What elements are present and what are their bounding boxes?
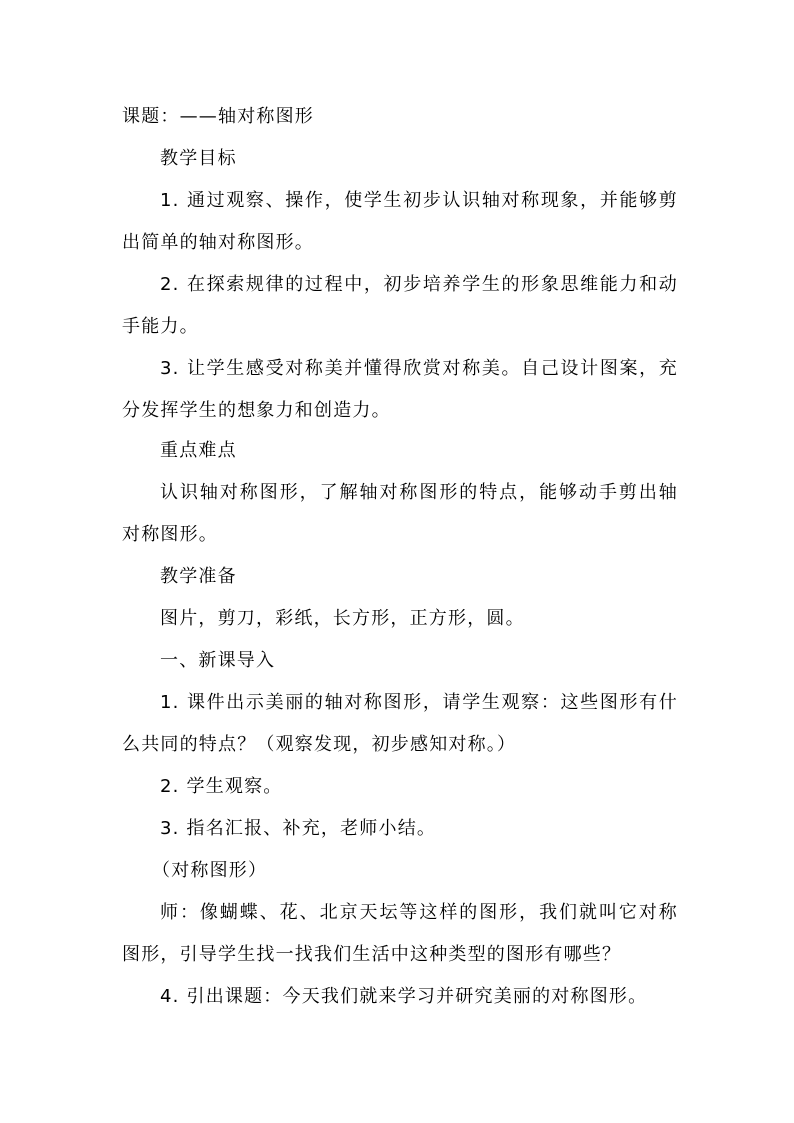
intro-step-1: 1. 课件出示美丽的轴对称图形，请学生观察：这些图形有什么共同的特点？（观察发现，初步感知对称。） [122,692,678,755]
intro-step-4: 4. 引出课题：今天我们就来学习并研究美丽的对称图形。 [160,986,648,1007]
intro-note: （对称图形） [152,860,268,881]
objective-3: 3. 让学生感受对称美并懂得欣赏对称美。自己设计图案，充分发挥学生的想象力和创造力。 [122,358,678,421]
objective-1: 1. 通过观察、操作，使学生初步认识轴对称现象，并能够剪出简单的轴对称图形。 [122,190,678,253]
intro-step-3: 3. 指名汇报、补充，老师小结。 [160,818,437,839]
preparation-text: 图片，剪刀，彩纸，长方形，正方形，圆。 [160,608,525,629]
intro-heading: 一、新课导入 [160,650,276,671]
objective-2: 2. 在探索规律的过程中，初步培养学生的形象思维能力和动手能力。 [122,274,678,337]
teacher-line: 师：像蝴蝶、花、北京天坛等这样的图形，我们就叫它对称图形，引导学生找一找我们生活中这种类型的图形有哪些？ [122,902,678,965]
key-points-text: 认识轴对称图形，了解轴对称图形的特点，能够动手剪出轴对称图形。 [122,482,678,545]
intro-step-2: 2. 学生观察。 [160,776,283,797]
key-points-heading: 重点难点 [160,440,237,461]
document-title: 课题：——轴对称图形 [122,106,314,127]
preparation-heading: 教学准备 [160,566,237,587]
objectives-heading: 教学目标 [160,148,237,169]
